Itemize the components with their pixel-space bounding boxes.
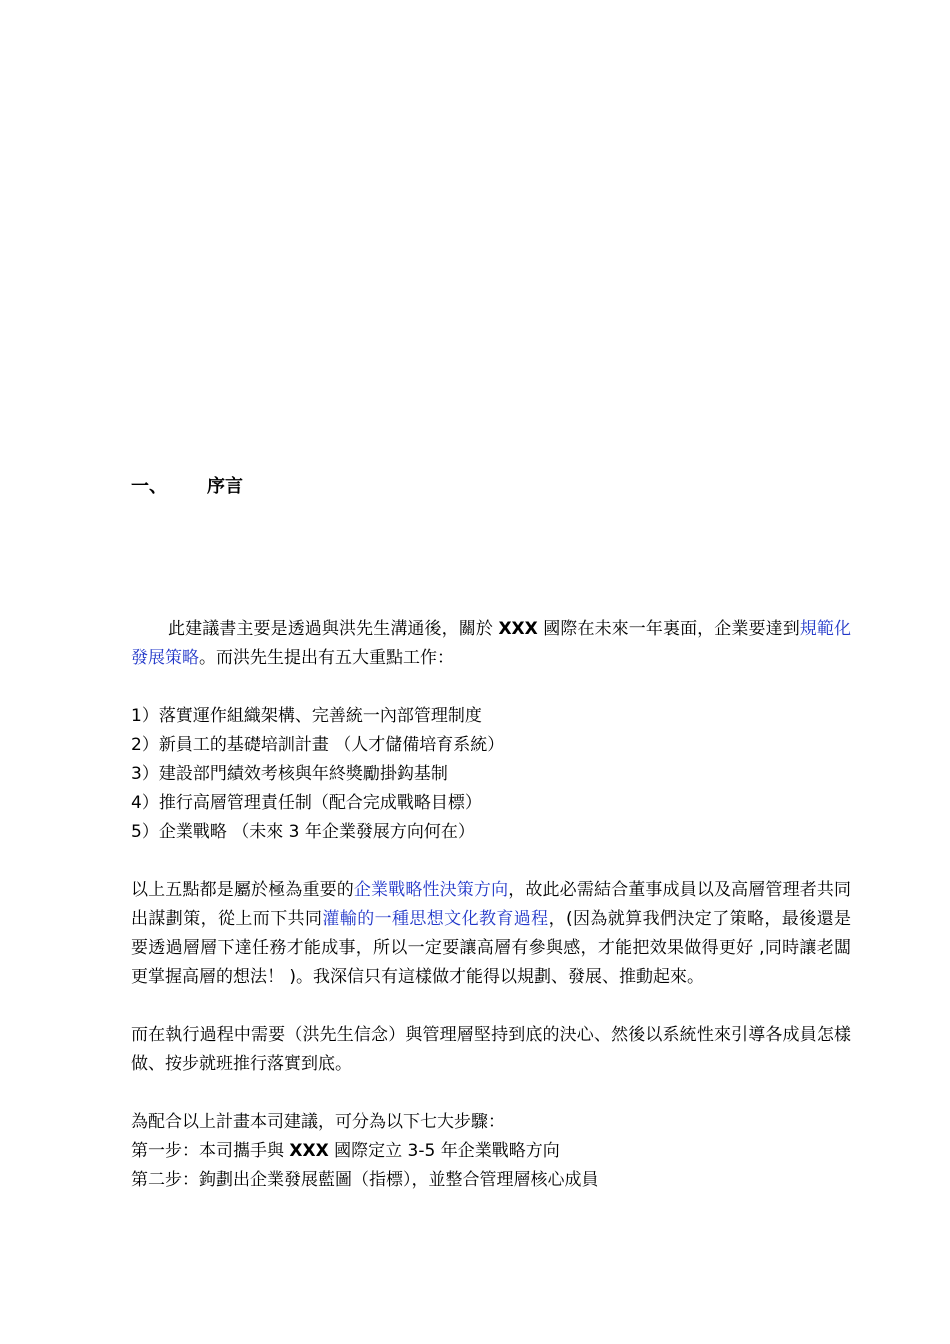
intro-text: 此建議書主要是透過與洪先生溝通後，關於 bbox=[168, 619, 499, 639]
document-body bbox=[131, 615, 851, 1195]
paragraph-text: 以上五點都是屬於極為重要的 bbox=[131, 880, 354, 900]
list-item: 4）推行高層管理責任制（配合完成戰略目標） bbox=[131, 793, 482, 813]
paragraph-text: ，故此必需結合董事成員以及高層管理者共同出謀劃策，從上而下共同 bbox=[131, 880, 852, 929]
strategy-paragraph bbox=[131, 876, 851, 992]
section-number: 一、 bbox=[131, 476, 167, 497]
paragraph-text: ，(因為就算我們決定了策略，最後還是要透過層層下達任務才能成事，所以一定要讓高層有參與感，才能把效果做得更好 ,同時讓老闆更掌握高層的想法！ )。我深信只有這樣做才能得以規劃、發展、推動起來。 bbox=[131, 909, 851, 987]
spacer bbox=[131, 1079, 851, 1108]
company-name: XXX bbox=[498, 619, 538, 639]
company-name: XXX bbox=[289, 1141, 329, 1161]
step-text: 國際定立 3-5 年企業戰略方向 bbox=[328, 1141, 560, 1161]
highlight-decision: 企業戰略性決策方向 bbox=[353, 880, 509, 900]
list-item: 5）企業戰略 （未來 3 年企業發展方向何在） bbox=[131, 822, 475, 842]
highlight-culture: 灌輸的一種思想文化教育過程 bbox=[322, 909, 549, 929]
list-item: 2）新員工的基礎培訓計畫 （人才儲備培育系統） bbox=[131, 735, 505, 755]
list-item: 3）建設部門績效考核與年終獎勵掛鈎基制 bbox=[131, 764, 448, 784]
key-task-list bbox=[131, 702, 851, 847]
intro-text: 國際在未來一年裏面，企業要達到 bbox=[537, 619, 800, 639]
step-text: 第一步：本司攜手與 bbox=[131, 1141, 290, 1161]
highlight-strategy: 規範化發展策略 bbox=[131, 619, 851, 668]
spacer bbox=[131, 673, 851, 702]
section-heading bbox=[131, 475, 243, 499]
spacer bbox=[131, 992, 851, 1021]
spacer bbox=[131, 847, 851, 876]
section-title: 序言 bbox=[207, 476, 243, 497]
intro-text: 。而洪先生提出有五大重點工作： bbox=[199, 648, 454, 668]
list-item: 1）落實運作組織架構、完善統一內部管理制度 bbox=[131, 706, 482, 726]
execution-paragraph: 而在執行過程中需要（洪先生信念）與管理層堅持到底的決心、然後以系統性來引導各成員怎樣做、按步就班推行落實到底。 bbox=[131, 1025, 851, 1074]
step-1 bbox=[131, 1137, 851, 1166]
step-2: 第二步：鉤劃出企業發展藍圖（指標），並整合管理層核心成員 bbox=[131, 1170, 599, 1190]
steps-intro: 為配合以上計畫本司建議，可分為以下七大步驟： bbox=[131, 1112, 505, 1132]
intro-paragraph bbox=[131, 615, 851, 673]
